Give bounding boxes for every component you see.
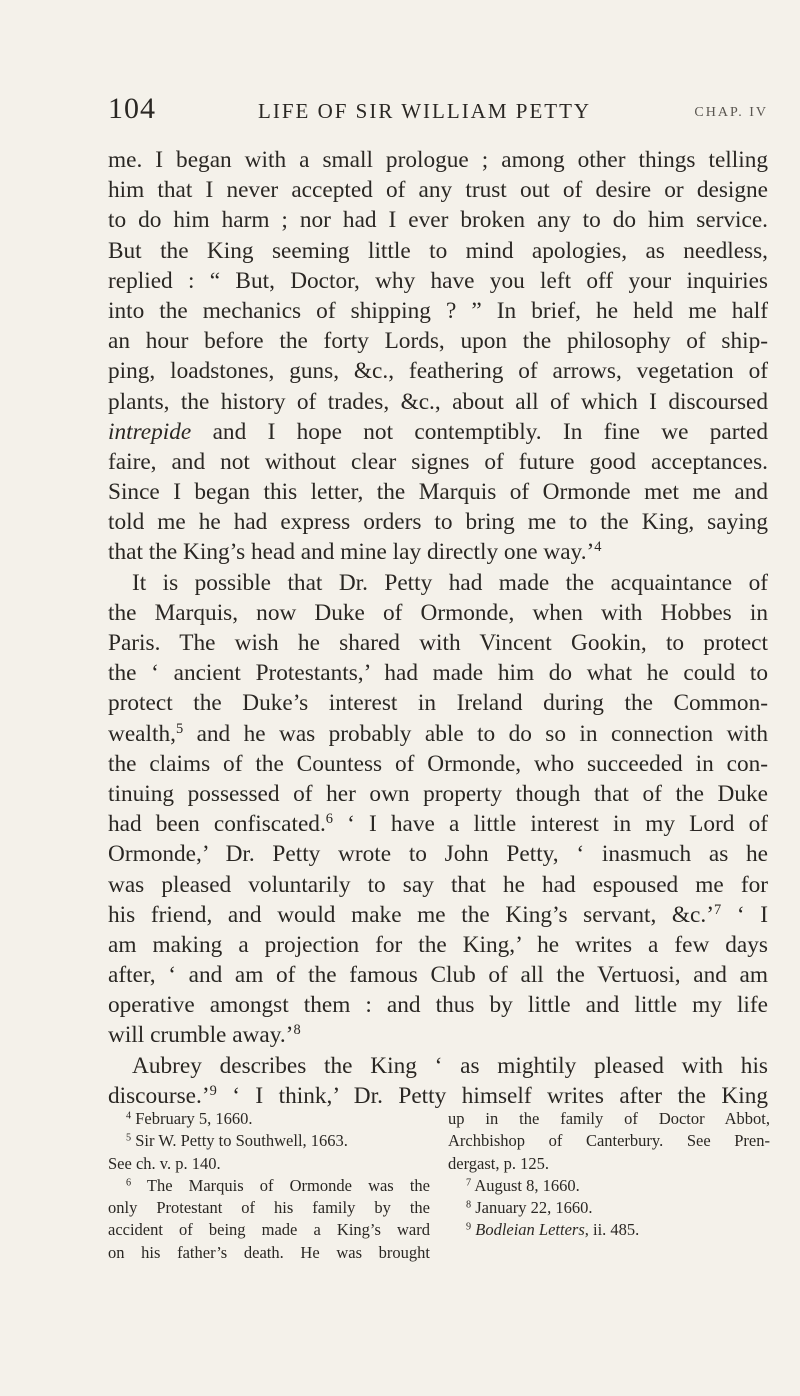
footnote-line: dergast, p. 125. <box>448 1153 549 1173</box>
body-line: protect the Duke’s interest in Ireland during the Common- <box>108 690 768 717</box>
footnote-line: Archbishop of Canterbury. See Pren- <box>448 1131 770 1151</box>
body-line: plants, the history of trades, &c., about all of which I discoursed <box>108 388 768 415</box>
body-line: an hour before the forty Lords, upon the philosophy of ship- <box>108 328 768 355</box>
body-line: Ormonde,’ Dr. Petty wrote to John Petty, ‘ inasmuch as he <box>108 841 768 868</box>
footnote-line: only Protestant of his family by the <box>108 1198 430 1218</box>
body-line: Paris. The wish he shared with Vincent Gookin, to protect <box>108 630 768 656</box>
footnote-line: $^6$ The Marquis of Ormonde was the <box>126 1175 430 1195</box>
footnote-line: $^7$ August 8, 1660. <box>466 1175 580 1195</box>
body-line: tinuing possessed of her own property though that of the Duke <box>108 780 768 807</box>
body-line: faire, and not without clear signes of future good acceptances. <box>108 448 768 475</box>
body-line: me. I began with a small prologue ; among other things telling <box>108 147 768 173</box>
footnote-line: $^5$ Sir W. Petty to Southwell, 1663. <box>126 1131 348 1151</box>
chapter-label: CHAP. IV <box>694 105 768 120</box>
body-line: discourse.’$^9$ ‘ I think,’ Dr. Petty himself writes after the King <box>108 1082 768 1109</box>
running-header <box>108 92 768 126</box>
body-line: that the King’s head and mine lay directly one way.’$^4$ <box>108 539 602 566</box>
page-number: 104 <box>108 92 156 125</box>
body-line: intrepide and I hope not contemptibly. In fine we parted <box>108 418 768 445</box>
body-line: was pleased voluntarily to say that he had espoused me for <box>108 871 768 898</box>
footnote-line: on his father’s death. He was brought <box>108 1242 430 1262</box>
footnote-line: $^8$ January 22, 1660. <box>466 1198 593 1218</box>
body-line: the claims of the Countess of Ormonde, who succeeded in con- <box>108 750 768 777</box>
body-line: operative amongst them : and thus by little and little my life <box>108 992 768 1019</box>
body-line: wealth,$^5$ and he was probably able to do so in connection with <box>108 720 768 747</box>
body-line: to do him harm ; nor had I ever broken any to do him service. <box>108 207 768 234</box>
footnote-line: See ch. v. p. 140. <box>108 1153 221 1173</box>
body-line: the ‘ ancient Protestants,’ had made him do what he could to <box>108 660 768 687</box>
body-line: told me he had express orders to bring me to the King, saying <box>108 509 768 536</box>
running-title: LIFE OF SIR WILLIAM PETTY <box>258 99 592 123</box>
body-line: the Marquis, now Duke of Ormonde, when with Hobbes in <box>108 599 768 626</box>
body-line: him that I never accepted of any trust out of desire or designe <box>108 177 768 204</box>
footnotes-left-column <box>108 1108 430 1264</box>
body-line: ping, loadstones, guns, &c., feathering of arrows, vegetation of <box>108 358 768 385</box>
footnote-line: accident of being made a King’s ward <box>108 1220 430 1240</box>
body-line: after, ‘ and am of the famous Club of all the Vertuosi, and am <box>108 962 768 989</box>
body-line: But the King seeming little to mind apologies, as needless, <box>108 237 768 264</box>
body-line: replied : “ But, Doctor, why have you left off your inquiries <box>108 267 768 294</box>
body-line: Since I began this letter, the Marquis of Ormonde met me and <box>108 479 768 506</box>
footnote-line: $^9$ Bodleian Letters, ii. 485. <box>466 1220 640 1240</box>
body-line: into the mechanics of shipping ? ” In brief, he held me half <box>108 297 768 324</box>
body-line: had been confiscated.$^6$ ‘ I have a little interest in my Lord of <box>108 811 768 838</box>
body-line: his friend, and would make me the King’s servant, &c.’$^7$ ‘ I <box>108 901 768 928</box>
body-line: It is possible that Dr. Petty had made the acquaintance of <box>132 569 768 596</box>
body-line: will crumble away.’$^8$ <box>108 1022 301 1049</box>
footnotes-right-column <box>448 1108 770 1242</box>
footnote-line: up in the family of Doctor Abbot, <box>448 1109 770 1128</box>
body-line: Aubrey describes the King ‘ as mightily pleased with his <box>132 1052 768 1079</box>
footnote-line: $^4$ February 5, 1660. <box>126 1109 253 1128</box>
body-line: am making a projection for the King,’ he writes a few days <box>108 931 768 958</box>
body-text <box>108 145 768 1111</box>
